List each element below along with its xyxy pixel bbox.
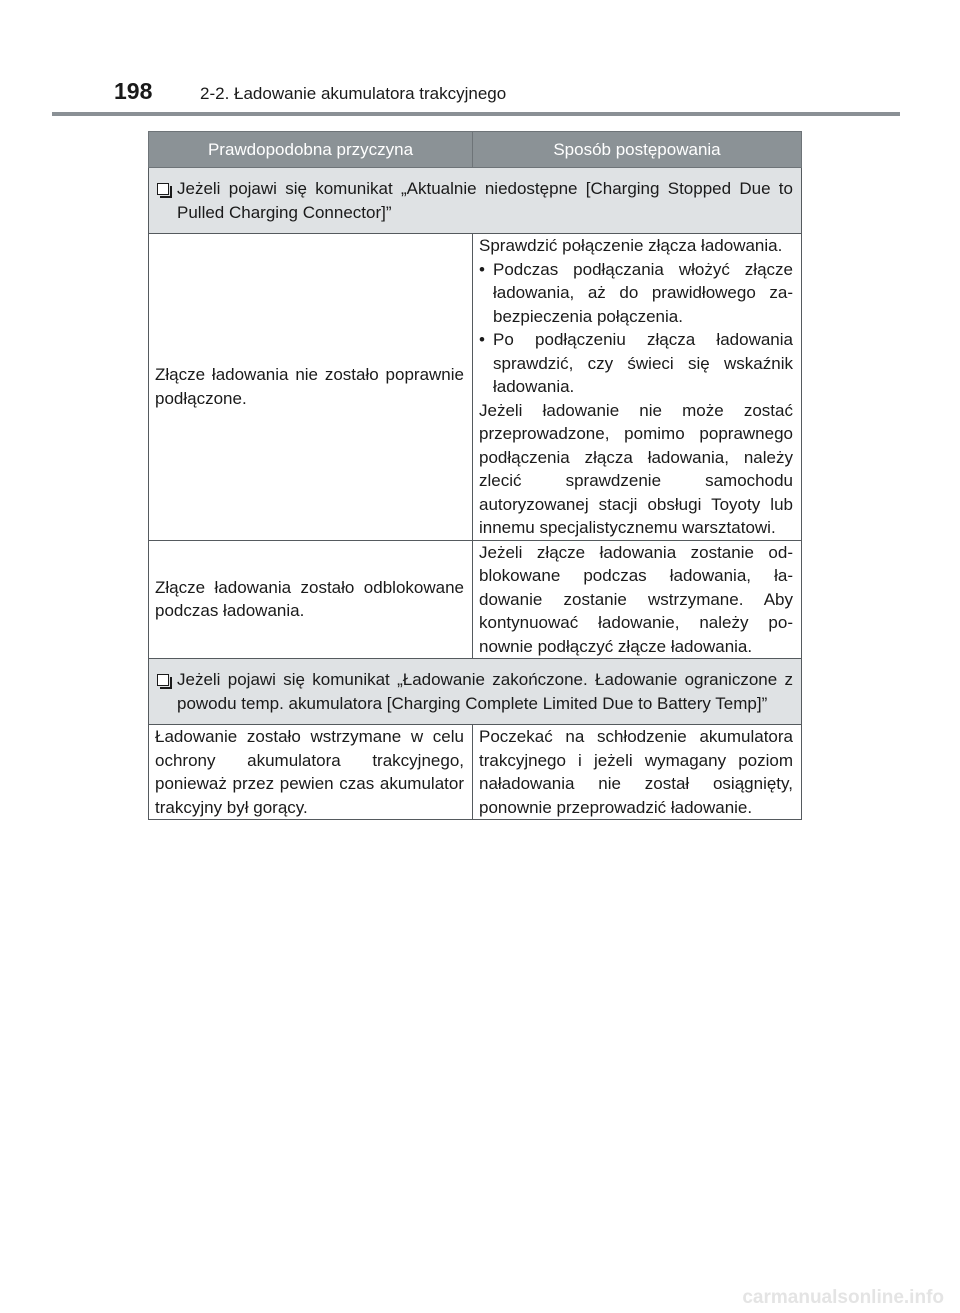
page-number: 198 xyxy=(114,78,153,104)
message-row xyxy=(149,168,802,234)
bullet-text: Po podłączeniu złącza ładowania sprawdzić, czy świeci się wskaźnik ładowania. xyxy=(493,330,793,396)
table-row xyxy=(149,540,802,659)
column-header-cause: Prawdopodobna przyczyna xyxy=(149,132,473,168)
message-cell xyxy=(149,168,802,234)
table-header-row xyxy=(149,132,802,168)
troubleshooting-table xyxy=(148,131,802,820)
message-text: Jeżeli pojawi się komunikat „Aktualnie niedostępne [Charging Stopped Due to Pulled Charging Connector]” xyxy=(177,179,793,222)
page-header xyxy=(0,0,960,120)
header-divider xyxy=(52,112,900,116)
action-cell: Jeżeli złącze ładowania zostanie odblokowane podczas ładowania, ładowanie zostanie wstrzymane. Aby kontynuować ładowanie, należy ponownie podłączyć złącze ładowania. xyxy=(473,540,802,659)
action-outro: Jeżeli ładowanie nie może zostać przeprowadzone, pomimo poprawnego podłączenia złącza ładowania, należy zlecić sprawdzenie samochodu autoryzowanej stacji obsługi Toyoty lub innemu specjalistycznemu warsztatowi. xyxy=(479,400,793,537)
bullet-icon: • xyxy=(479,259,485,279)
bullet-icon: • xyxy=(479,330,485,349)
bullet-item xyxy=(479,258,793,329)
table-row xyxy=(149,725,802,820)
watermark: carmanualsonline.info xyxy=(742,1287,944,1308)
bullet-item xyxy=(479,328,793,399)
cause-cell: Złącze ładowania zostało odblokowane podczas ładowania. xyxy=(149,540,473,659)
message-text: Jeżeli pojawi się komunikat „Ładowanie zakończone. Ładowanie ograniczone z powodu temp. akumulatora [Charging Complete Limited Due to Battery Temp]” xyxy=(177,670,793,713)
message-row xyxy=(149,659,802,725)
column-header-action: Sposób postępowania xyxy=(473,132,802,168)
message-cell xyxy=(149,659,802,725)
action-intro: Sprawdzić połączenie złącza ładowania. xyxy=(479,236,783,255)
section-title: 2-2. Ładowanie akumulatora trakcyjnego xyxy=(200,84,507,103)
checkbox-icon xyxy=(157,674,169,686)
cause-cell: Złącze ładowania nie zostało poprawnie podłączone. xyxy=(149,234,473,541)
checkbox-icon xyxy=(157,183,169,195)
table-row xyxy=(149,234,802,541)
action-cell: Poczekać na schłodzenie akumulatora trakcyjnego i jeżeli wymagany poziom naładowania nie został osiągnięty, ponownie przeprowadzić ładowanie. xyxy=(473,725,802,820)
action-cell xyxy=(473,234,802,541)
cause-cell: Ładowanie zostało wstrzymane w celu ochrony akumulatora trakcyjnego, ponieważ przez pewien czas akumulator trakcyjny był gorący. xyxy=(149,725,473,820)
bullet-text: Podczas podłączania włożyć złącze ładowania, aż do prawidłowego zabezpieczenia połączenia. xyxy=(493,259,793,326)
